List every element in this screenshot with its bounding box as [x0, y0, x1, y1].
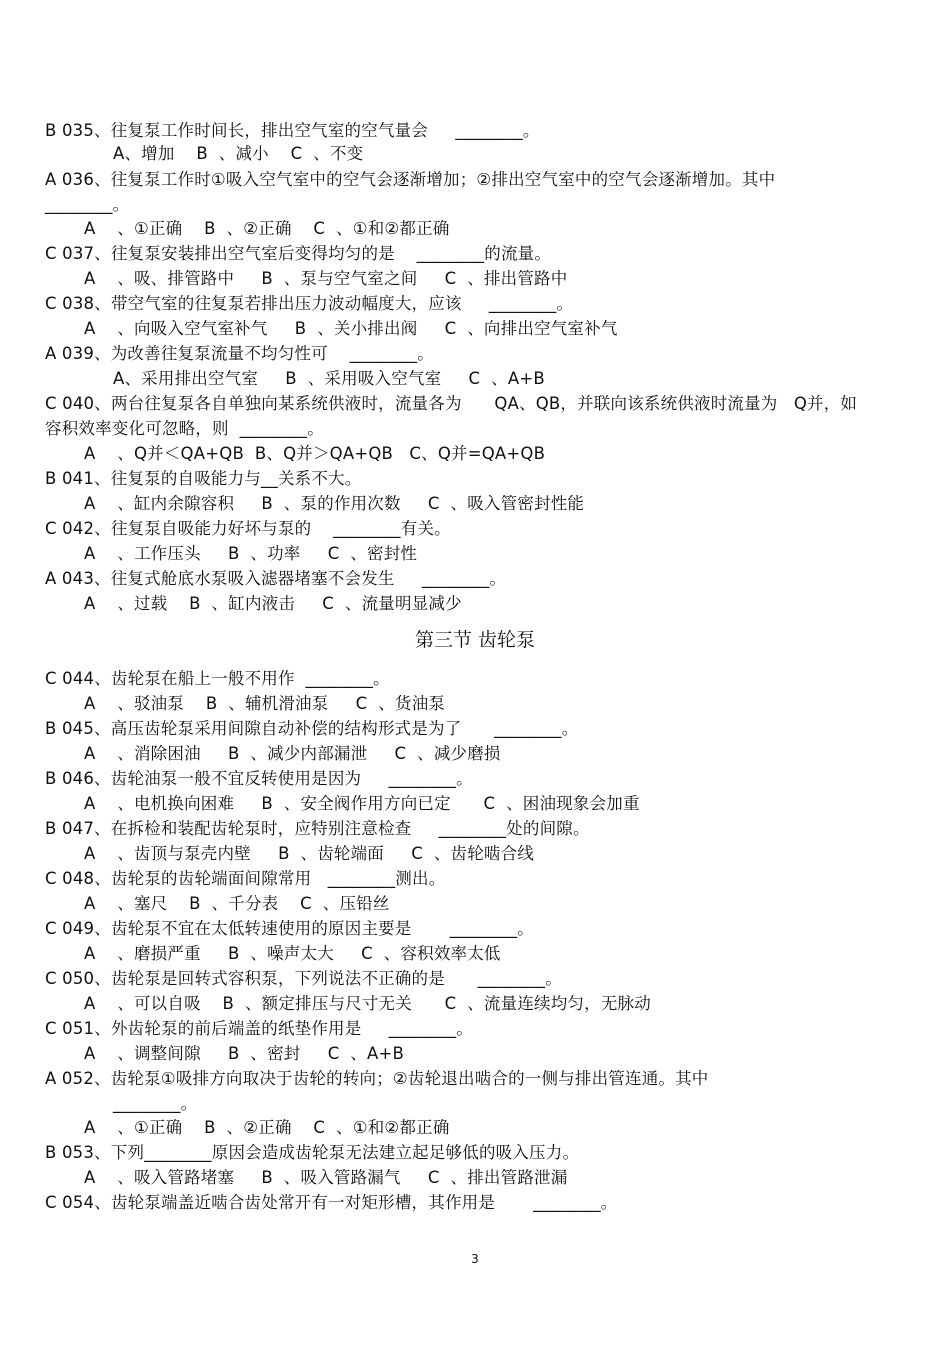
options-line: A 、①正确 B 、②正确 C 、①和②都正确 [84, 219, 450, 238]
options-line: A 、Q并＜QA+QB B、Q并＞QA+QB C、Q并=QA+QB [84, 444, 546, 463]
options-line: ________。 [113, 1094, 198, 1113]
question-continuation: 容积效率变化可忽略，则 ________。 [45, 419, 324, 438]
options-line: A 、消除困油 B 、减少内部漏泄 C 、减少磨损 [84, 744, 501, 763]
options-line: A 、吸、排管路中 B 、泵与空气室之间 C 、排出管路中 [84, 269, 568, 288]
options-line: A 、电机换向困难 B 、安全阀作用方向已定 C 、困油现象会加重 [84, 794, 640, 813]
question-line: C 050、齿轮泵是回转式容积泵，下列说法不正确的是 ________。 [45, 969, 562, 988]
question-line: C 049、齿轮泵不宜在太低转速使用的原因主要是 ________。 [45, 919, 534, 938]
question-line: C 051、外齿轮泵的前后端盖的纸垫作用是 ________。 [45, 1019, 473, 1038]
question-line: A 039、为改善往复泵流量不均匀性可 ________。 [45, 344, 434, 363]
options-line: A 、调整间隙 B 、密封 C 、A+B [84, 1044, 405, 1063]
question-line: C 040、两台往复泵各自单独向某系统供液时，流量各为 QA、QB，并联向该系统供液时流量为 Q并，如 [45, 394, 858, 413]
question-line: B 047、在拆检和装配齿轮泵时，应特别注意检查 ________处的间隙。 [45, 819, 590, 838]
question-line: A 052、齿轮泵①吸排方向取决于齿轮的转向；②齿轮退出啮合的一侧与排出管连通。其中 [45, 1069, 709, 1088]
options-line: A 、过载 B 、缸内液击 C 、流量明显减少 [84, 594, 462, 613]
question-line: B 045、高压齿轮泵采用间隙自动补偿的结构形式是为了 ________。 [45, 719, 579, 738]
options-line: A、采用排出空气室 B 、采用吸入空气室 C 、A+B [113, 369, 545, 388]
options-line: A 、工作压头 B 、功率 C 、密封性 [84, 544, 418, 563]
options-line: A 、吸入管路堵塞 B 、吸入管路漏气 C 、排出管路泄漏 [84, 1168, 568, 1187]
options-line: A 、齿顶与泵壳内壁 B 、齿轮端面 C 、齿轮啮合线 [84, 844, 535, 863]
question-line: C 054、齿轮泵端盖近啮合齿处常开有一对矩形槽，其作用是 ________。 [45, 1193, 618, 1212]
question-line: C 037、往复泵安装排出空气室后变得均匀的是 ________的流量。 [45, 244, 552, 263]
question-line: B 041、往复泵的自吸能力与__关系不大。 [45, 469, 362, 488]
question-line: B 046、齿轮油泵一般不宜反转使用是因为 ________。 [45, 769, 473, 788]
question-line: C 042、往复泵自吸能力好坏与泵的 ________有关。 [45, 519, 451, 538]
options-line: A 、①正确 B 、②正确 C 、①和②都正确 [84, 1118, 450, 1137]
options-line: A、增加 B 、减小 C 、不变 [113, 144, 364, 163]
options-line: A 、向吸入空气室补气 B 、关小排出阀 C 、向排出空气室补气 [84, 319, 618, 338]
question-line: C 038、带空气室的往复泵若排出压力波动幅度大，应该 ________。 [45, 294, 574, 313]
question-line: B 035、往复泵工作时间长，排出空气室的空气量会 ________。 [45, 121, 540, 140]
options-line: A 、缸内余隙容积 B 、泵的作用次数 C 、吸入管密封性能 [84, 494, 585, 513]
section-heading: 第三节 齿轮泵 [414, 629, 536, 651]
question-line: B 053、下列________原因会造成齿轮泵无法建立起足够低的吸入压力。 [45, 1143, 580, 1162]
page-number: 3 [471, 1252, 479, 1266]
question-line: C 048、齿轮泵的齿轮端面间隙常用 ________测出。 [45, 869, 446, 888]
question-continuation: ________。 [45, 195, 130, 214]
question-line: C 044、齿轮泵在船上一般不用作 ________。 [45, 669, 390, 688]
options-line: A 、塞尺 B 、千分表 C 、压铅丝 [84, 894, 390, 913]
options-line: A 、驳油泵 B 、辅机滑油泵 C 、货油泵 [84, 694, 446, 713]
options-line: A 、可以自吸 B 、额定排压与尺寸无关 C 、流量连续均匀，无脉动 [84, 994, 651, 1013]
question-line: A 036、往复泵工作时①吸入空气室中的空气会逐渐增加；②排出空气室中的空气会逐渐增加。其中 [45, 170, 776, 189]
options-line: A 、磨损严重 B 、噪声太大 C 、容积效率太低 [84, 944, 501, 963]
question-line: A 043、往复式舱底水泵吸入滤器堵塞不会发生 ________。 [45, 569, 507, 588]
